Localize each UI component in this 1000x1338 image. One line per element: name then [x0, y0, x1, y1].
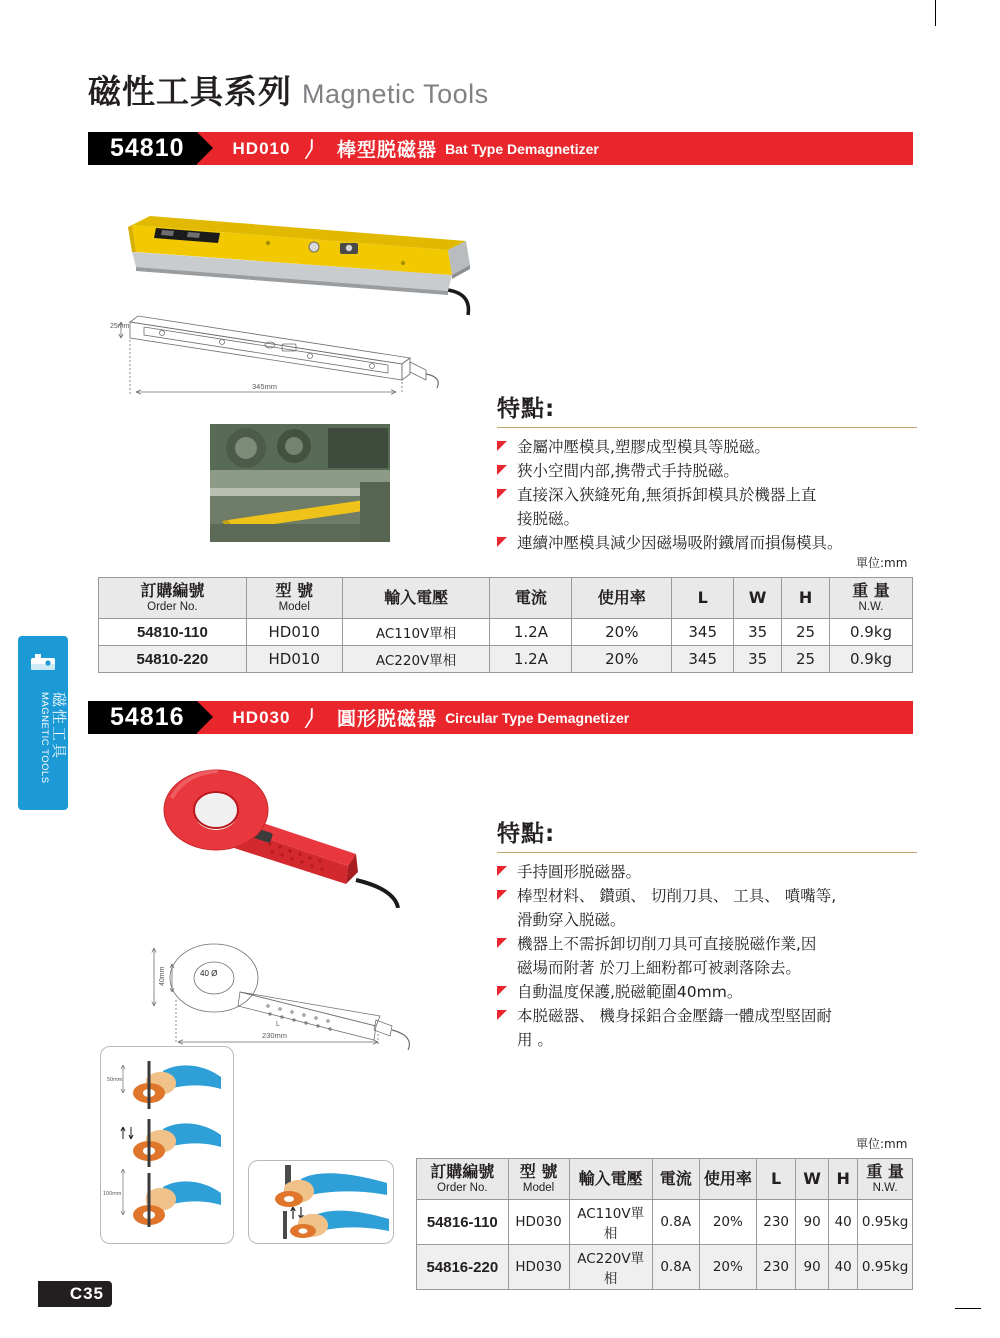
product-photo-circular-demagnetizer [160, 768, 410, 908]
feature-item: 棒型材料、 鑽頭、 切削刀具、 工具、 噴嘴等, [497, 885, 917, 908]
features-title-54816: 特點: [497, 821, 556, 847]
th-duty: 使用率 [572, 578, 672, 619]
cell-voltage: AC110V單相 [342, 619, 490, 646]
cell-h: 25 [782, 646, 830, 673]
side-tab-en: MAGNETIC TOOLS [39, 692, 50, 784]
cell-weight: 0.9kg [830, 646, 913, 673]
side-tab-text [18, 688, 68, 810]
th-order-no: 訂購編號 Order No. [417, 1159, 509, 1200]
triangle-bullet-icon [497, 489, 507, 499]
cell-weight: 0.9kg [830, 619, 913, 646]
cell-order-no: 54816-110 [417, 1200, 509, 1245]
technical-drawing-circular-demagnetizer [128, 930, 428, 1060]
cell-duty: 20% [572, 646, 672, 673]
th-w: W [734, 578, 782, 619]
triangle-bullet-icon [497, 465, 507, 475]
product-model-54810: HD010 [232, 138, 291, 158]
svg-text:50mm: 50mm [107, 1077, 123, 1083]
cell-current: 0.8A [652, 1245, 699, 1290]
features-54810 [497, 390, 917, 556]
cell-weight: 0.95kg [858, 1245, 913, 1290]
product-name-cn-54816: 圓形脱磁器 [337, 708, 438, 730]
th-voltage: 輸入電壓 [569, 1159, 652, 1200]
drawing-dim-length: 345mm [252, 382, 278, 391]
th-voltage: 輸入電壓 [342, 578, 490, 619]
product-name-en-54810: Bat Type Demagnetizer [445, 140, 599, 157]
cell-w: 90 [796, 1245, 829, 1290]
th-order-no: 訂購編號 Order No. [99, 578, 247, 619]
drawing-dim-l-label: L [276, 1021, 280, 1028]
table-row [99, 646, 913, 673]
page-title-en: Magnetic Tools [302, 79, 489, 109]
section-side-tab [18, 636, 68, 810]
cell-voltage: AC220V單相 [569, 1245, 652, 1290]
product-banner-54810 [88, 132, 913, 165]
feature-item: 直接深入狹縫死角,無須拆卸模具於機器上直 [497, 484, 917, 507]
features-rule [497, 852, 917, 853]
th-w: W [796, 1159, 829, 1200]
product-name-en-54816: Circular Type Demagnetizer [445, 709, 630, 726]
cell-weight: 0.95kg [858, 1200, 913, 1245]
cell-order-no: 54810-110 [99, 619, 247, 646]
triangle-bullet-icon [497, 866, 507, 876]
drawing-dim-height: 25mm [110, 323, 130, 330]
table-row [417, 1200, 913, 1245]
th-h: H [782, 578, 830, 619]
features-title-54810: 特點: [497, 396, 556, 422]
cell-order-no: 54810-220 [99, 646, 247, 673]
banner-chevron-icon: ⟩ [302, 135, 320, 161]
cell-l: 345 [672, 619, 734, 646]
features-rule [497, 427, 917, 428]
cell-current: 1.2A [490, 619, 572, 646]
th-current: 電流 [490, 578, 572, 619]
th-l: L [757, 1159, 796, 1200]
spec-table-54816 [416, 1158, 913, 1290]
th-duty: 使用率 [699, 1159, 757, 1200]
product-code-54810: 54810 [88, 132, 197, 165]
cell-l: 230 [757, 1245, 796, 1290]
table-header-row [417, 1159, 913, 1200]
product-model-54816: HD030 [232, 707, 291, 727]
cell-current: 1.2A [490, 646, 572, 673]
cell-l: 345 [672, 646, 734, 673]
cell-model: HD030 [508, 1245, 569, 1290]
svg-text:100mm: 100mm [103, 1191, 122, 1197]
features-54816 [497, 815, 917, 1053]
magnet-tool-icon [28, 650, 58, 676]
usage-illustration-frame-2 [248, 1160, 394, 1244]
triangle-bullet-icon [497, 1010, 507, 1020]
unit-note-54810: 單位:mm [856, 556, 908, 570]
page-number-tab [38, 1281, 112, 1307]
cell-order-no: 54816-220 [417, 1245, 509, 1290]
spec-table-54810 [98, 577, 913, 673]
table-row [99, 619, 913, 646]
feature-item-continuation: 用 。 [517, 1031, 553, 1049]
th-current: 電流 [652, 1159, 699, 1200]
application-photo-bat-demagnetizer [210, 424, 390, 542]
page-title-cn: 磁性工具系列 [88, 72, 292, 111]
page-title [88, 66, 489, 113]
unit-note-54816: 單位:mm [856, 1137, 908, 1151]
cell-h: 25 [782, 619, 830, 646]
side-tab-cn: 磁性工具 [50, 692, 68, 761]
triangle-bullet-icon [497, 986, 507, 996]
th-model: 型 號 Model [508, 1159, 569, 1200]
banner-chevron-icon: ⟩ [302, 704, 320, 730]
cell-w: 90 [796, 1200, 829, 1245]
cell-w: 35 [734, 619, 782, 646]
product-code-54816: 54816 [88, 701, 197, 734]
feature-item: 本脱磁器、 機身採鋁合金壓鑄一體成型堅固耐 [497, 1005, 917, 1028]
feature-item: 機器上不需拆卸切削刀具可直接脱磁作業,因 [497, 933, 917, 956]
cell-model: HD010 [246, 646, 342, 673]
features-list-54816 [497, 861, 917, 1052]
cell-w: 35 [734, 646, 782, 673]
feature-item: 自動温度保護,脱磁範圍40mm。 [497, 981, 917, 1004]
cell-h: 40 [829, 1200, 858, 1245]
th-h: H [829, 1159, 858, 1200]
product-name-cn-54810: 棒型脱磁器 [337, 139, 438, 161]
feature-item: 連續冲壓模具減少因磁場吸附鐵屑而損傷模具。 [497, 532, 917, 555]
drawing-dim-length: 230mm [262, 1031, 288, 1040]
table-row [417, 1245, 913, 1290]
cell-duty: 20% [572, 619, 672, 646]
drawing-dim-bore2: 40mm [159, 966, 166, 986]
cell-current: 0.8A [652, 1200, 699, 1245]
feature-item: 金屬冲壓模具,塑膠成型模具等脱磁。 [497, 436, 917, 459]
cell-duty: 20% [699, 1245, 757, 1290]
th-weight: 重 量 N.W. [858, 1159, 913, 1200]
technical-drawing-bat-demagnetizer [110, 300, 450, 405]
feature-item-continuation: 滑動穿入脱磁。 [517, 911, 626, 929]
feature-item-continuation: 接脱磁。 [517, 510, 580, 528]
feature-item: 狹小空間内部,携帶式手持脱磁。 [497, 460, 917, 483]
triangle-bullet-icon [497, 890, 507, 900]
th-weight: 重 量 N.W. [830, 578, 913, 619]
cell-voltage: AC220V單相 [342, 646, 490, 673]
features-list-54810 [497, 436, 917, 555]
cell-l: 230 [757, 1200, 796, 1245]
cell-model: HD010 [246, 619, 342, 646]
drawing-dim-bore: 40 Ø [200, 969, 218, 978]
triangle-bullet-icon [497, 938, 507, 948]
page-number: C35 [69, 1284, 104, 1303]
cell-voltage: AC110V單相 [569, 1200, 652, 1245]
feature-item-continuation: 磁場而附著 於刀上細粉都可被剥落除去。 [517, 959, 801, 977]
triangle-bullet-icon [497, 537, 507, 547]
th-model: 型 號 Model [246, 578, 342, 619]
triangle-bullet-icon [497, 441, 507, 451]
usage-illustration-frame-1 [100, 1046, 234, 1244]
table-header-row [99, 578, 913, 619]
cell-model: HD030 [508, 1200, 569, 1245]
feature-item: 手持圓形脱磁器。 [497, 861, 917, 884]
crop-mark [935, 0, 936, 26]
crop-mark [955, 1308, 981, 1309]
cell-h: 40 [829, 1245, 858, 1290]
cell-duty: 20% [699, 1200, 757, 1245]
product-banner-54816 [88, 701, 913, 734]
th-l: L [672, 578, 734, 619]
